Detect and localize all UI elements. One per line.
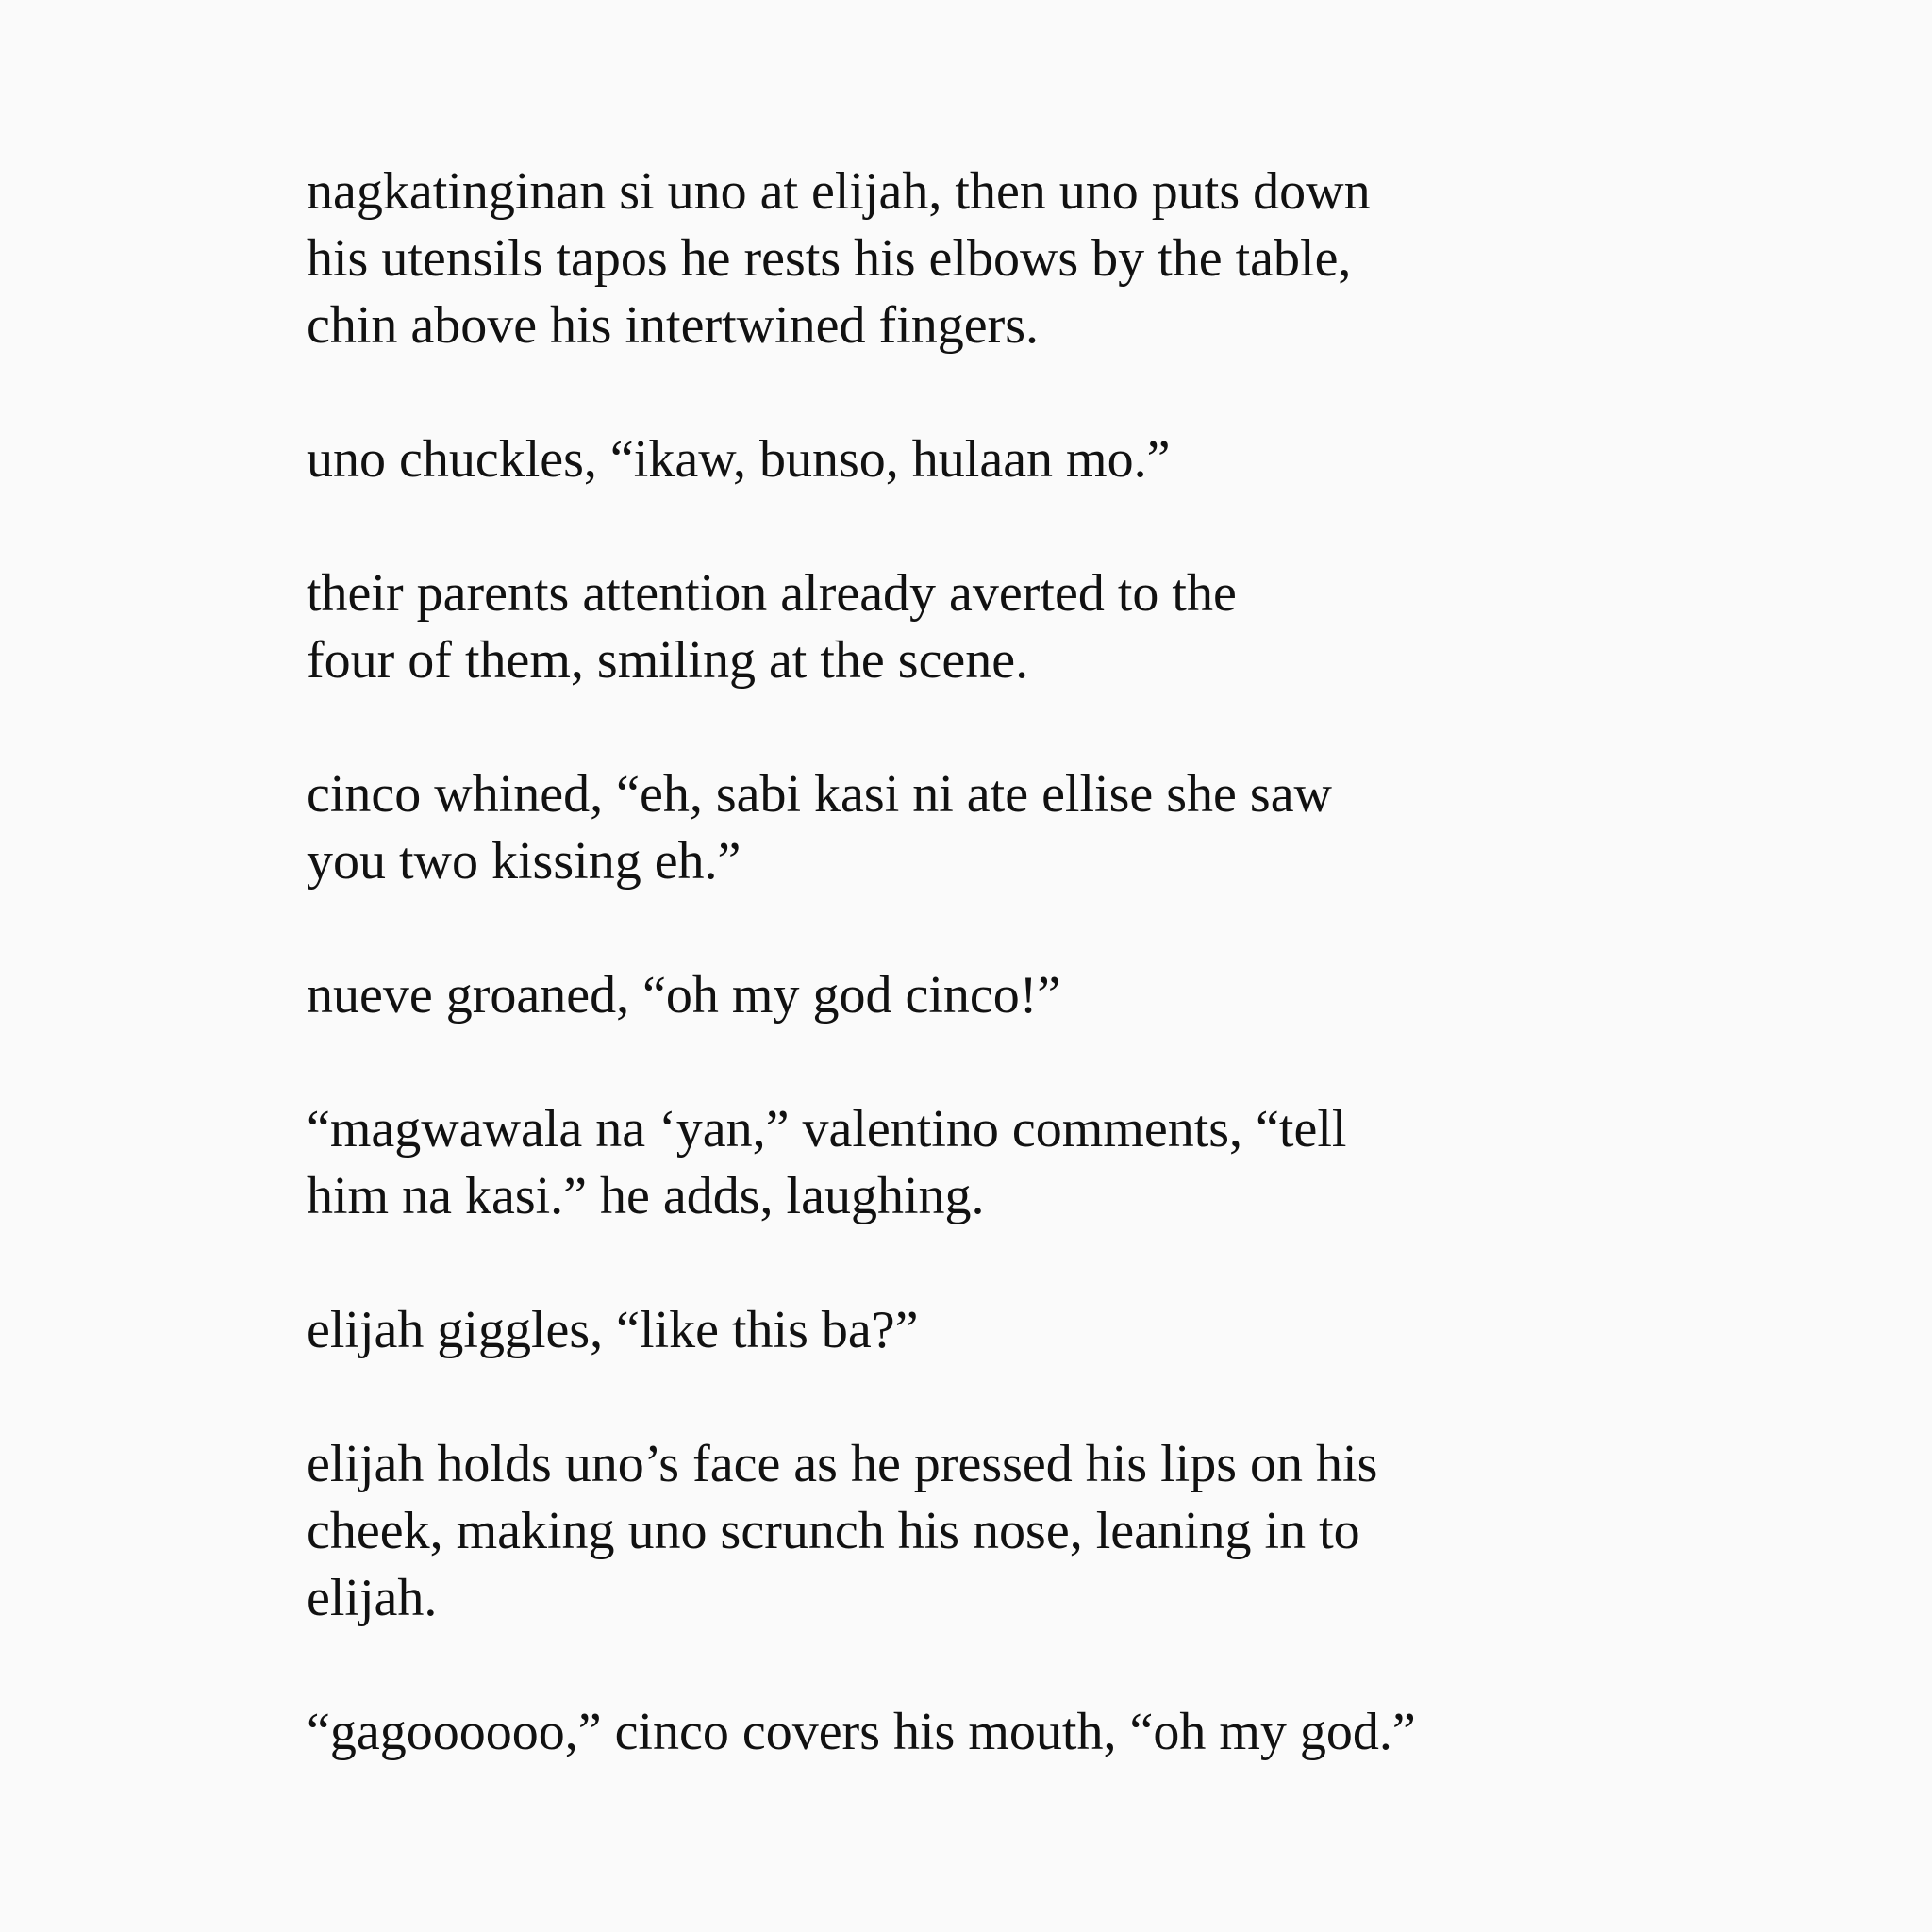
text-line: you two kissing eh.” xyxy=(307,832,741,891)
paragraph-9 xyxy=(307,1699,1684,1766)
paragraph-7 xyxy=(307,1297,1684,1364)
text-line: elijah. xyxy=(307,1569,438,1627)
text-line: chin above his intertwined fingers. xyxy=(307,296,1040,355)
paragraph-2 xyxy=(307,426,1684,493)
text-line: him na kasi.” he adds, laughing. xyxy=(307,1167,985,1225)
paragraph-4 xyxy=(307,761,1684,895)
text-line: cinco whined, “eh, sabi kasi ni ate ellise she saw xyxy=(307,765,1332,824)
text-line: “magwawala na ‘yan,” valentino comments, “tell xyxy=(307,1100,1347,1158)
text-line: cheek, making uno scrunch his nose, leaning in to xyxy=(307,1502,1360,1560)
text-line: nagkatinginan si uno at elijah, then uno puts down xyxy=(307,162,1371,221)
paragraph-6 xyxy=(307,1096,1684,1230)
text-line: his utensils tapos he rests his elbows by the table, xyxy=(307,229,1352,288)
paragraph-3 xyxy=(307,560,1684,694)
text-line: four of them, smiling at the scene. xyxy=(307,631,1029,690)
text-line: uno chuckles, “ikaw, bunso, hulaan mo.” xyxy=(307,430,1171,489)
paragraph-5 xyxy=(307,962,1684,1029)
text-line: “gagoooooo,” cinco covers his mouth, “oh my god.” xyxy=(307,1703,1416,1761)
text-line: nueve groaned, “oh my god cinco!” xyxy=(307,966,1061,1024)
text-line: their parents attention already averted to the xyxy=(307,564,1237,623)
story-text xyxy=(307,158,1684,1766)
paragraph-8 xyxy=(307,1431,1684,1632)
text-line: elijah holds uno’s face as he pressed his lips on his xyxy=(307,1435,1378,1493)
paragraph-1 xyxy=(307,158,1684,359)
text-line: elijah giggles, “like this ba?” xyxy=(307,1301,919,1359)
